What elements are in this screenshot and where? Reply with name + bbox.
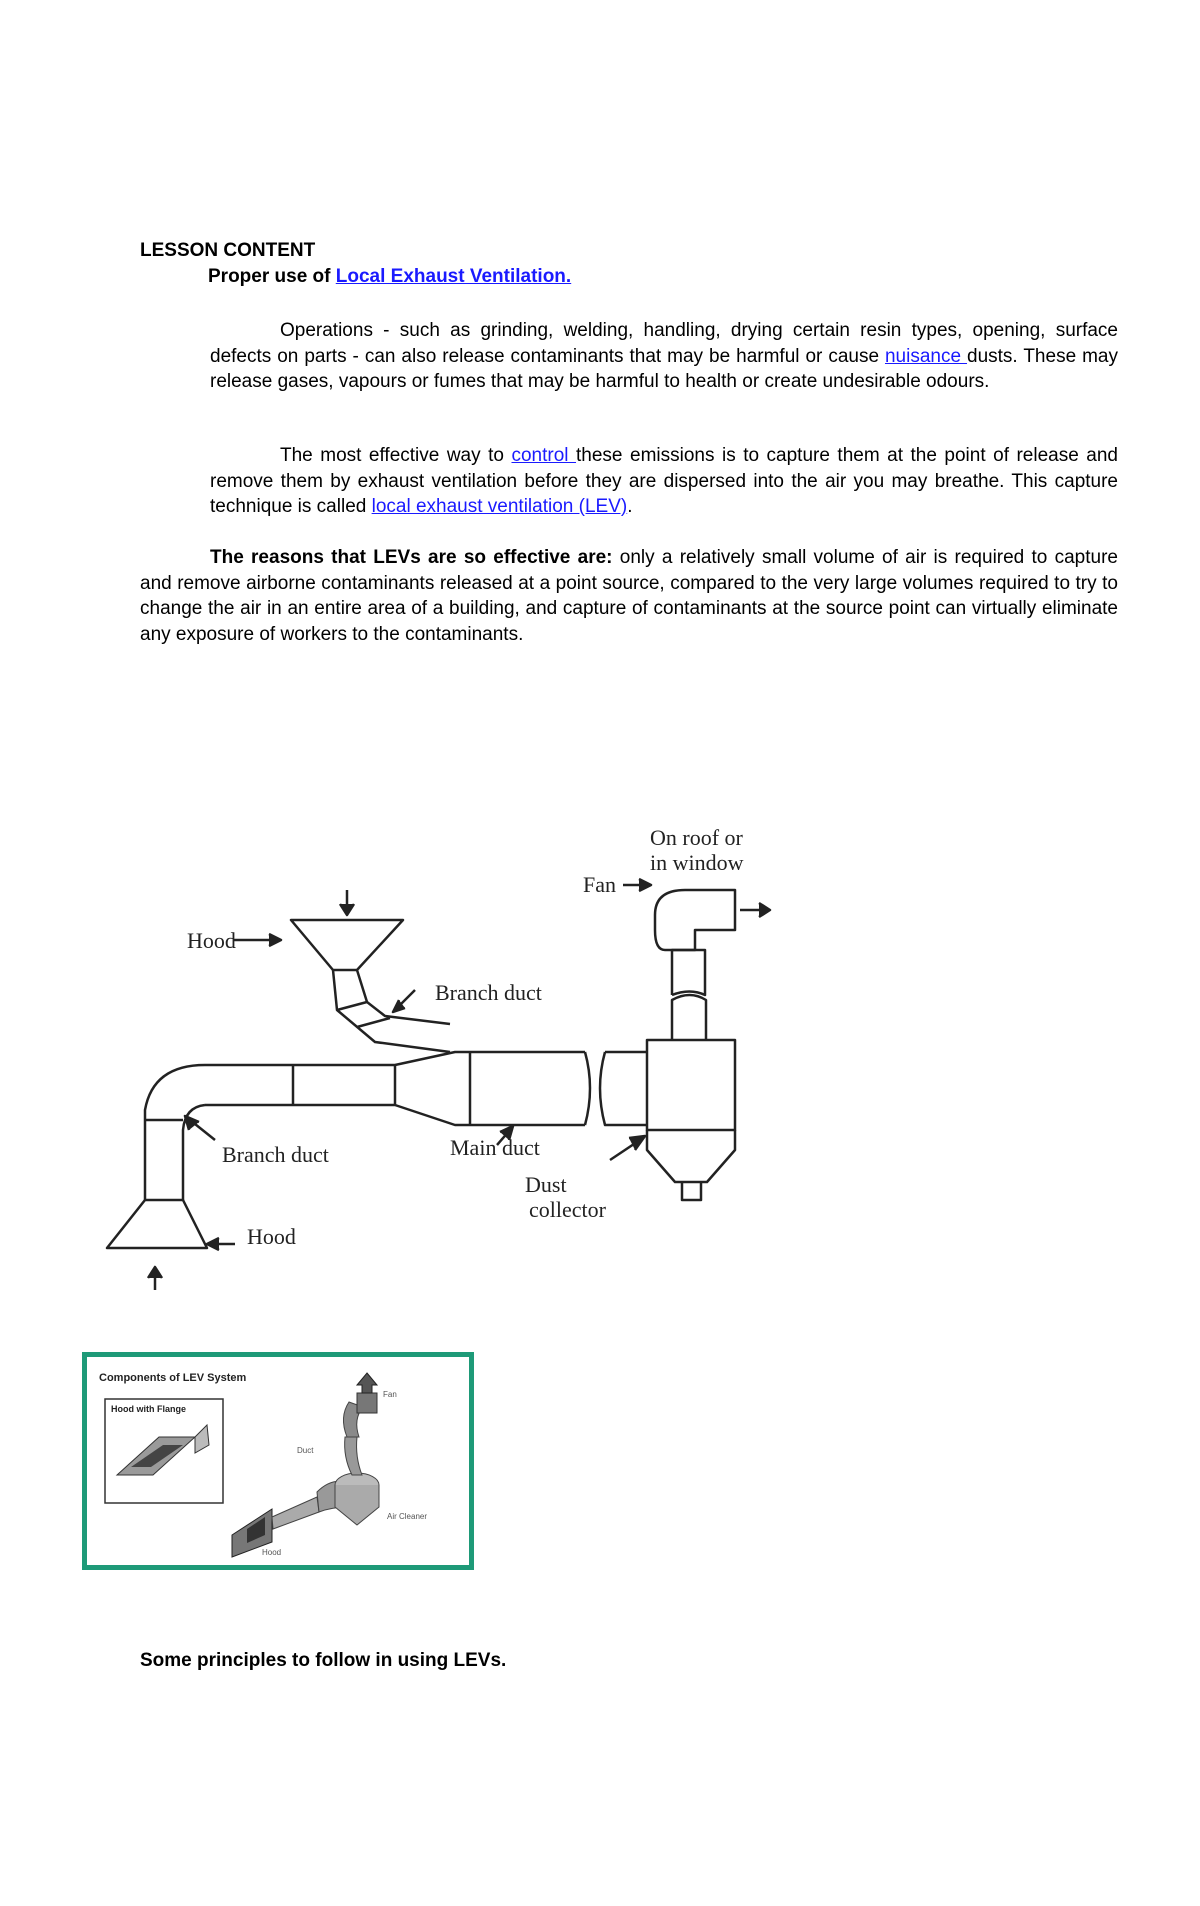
label-in-window: in window [650,850,744,875]
hood-flange-label: Hood with Flange [111,1404,186,1414]
paragraph-operations [210,318,1118,395]
air-cleaner-label: Air Cleaner [387,1512,428,1521]
paragraph-reasons [140,545,1118,647]
label-hood-top: Hood [187,928,236,953]
hood-label: Hood [262,1548,282,1557]
paragraph-control [210,443,1118,520]
paragraph-lead: The reasons that LEVs are so effective are: [210,547,613,568]
label-branch-duct-left: Branch duct [222,1142,329,1167]
paragraph-text: these emissions is to capture them at the point of release and remove them by exhaust ventilation before they are dispersed into the air you may breathe. This capture technique is called [210,445,1118,517]
paragraph-text: dusts. These may release gases, vapours or fumes that may be harmful to health or create undesirable odours. [210,345,1118,392]
label-main-duct: Main duct [450,1135,540,1160]
duct-label: Duct [297,1446,314,1455]
label-collector: collector [529,1197,606,1222]
label-branch-duct-top: Branch duct [435,980,542,1005]
fan-label: Fan [383,1390,397,1399]
label-on-roof: On roof or [650,825,743,850]
paragraph-text: only a relatively small volume of air is required to capture and remove airborne contaminants released at a point source, compared to the very large volumes required to try to change the air in an entire area of a building, and capture of contaminants at the source point can virtually eliminate any exposure of workers to the contaminants. [140,547,1118,645]
principles-heading: Some principles to follow in using LEVs. [140,1650,507,1671]
label-fan: Fan [583,872,616,897]
label-dust: Dust [525,1172,567,1197]
lev-components-illustration [82,1352,474,1570]
control-link[interactable]: control [511,445,577,466]
components-title: Components of LEV System [99,1372,247,1384]
subheading-prefix: Proper use of [208,266,336,287]
paragraph-text: Operations - such as grinding, welding, handling, drying certain resin types, opening, surface defects on parts - can also release contaminants that may be harmful or cause [210,320,1118,367]
lesson-heading: LESSON CONTENT [140,240,316,261]
paragraph-text: . [627,496,633,517]
lesson-subheading [208,266,571,288]
lev-definition-link[interactable]: local exhaust ventilation (LEV) [371,496,628,517]
paragraph-text: The most effective way to [280,445,512,466]
label-hood-bottom: Hood [247,1224,296,1249]
nuisance-link[interactable]: nuisance [884,345,968,367]
lev-link[interactable]: Local Exhaust Ventilation. [335,266,572,287]
lev-system-diagram [95,820,815,1300]
